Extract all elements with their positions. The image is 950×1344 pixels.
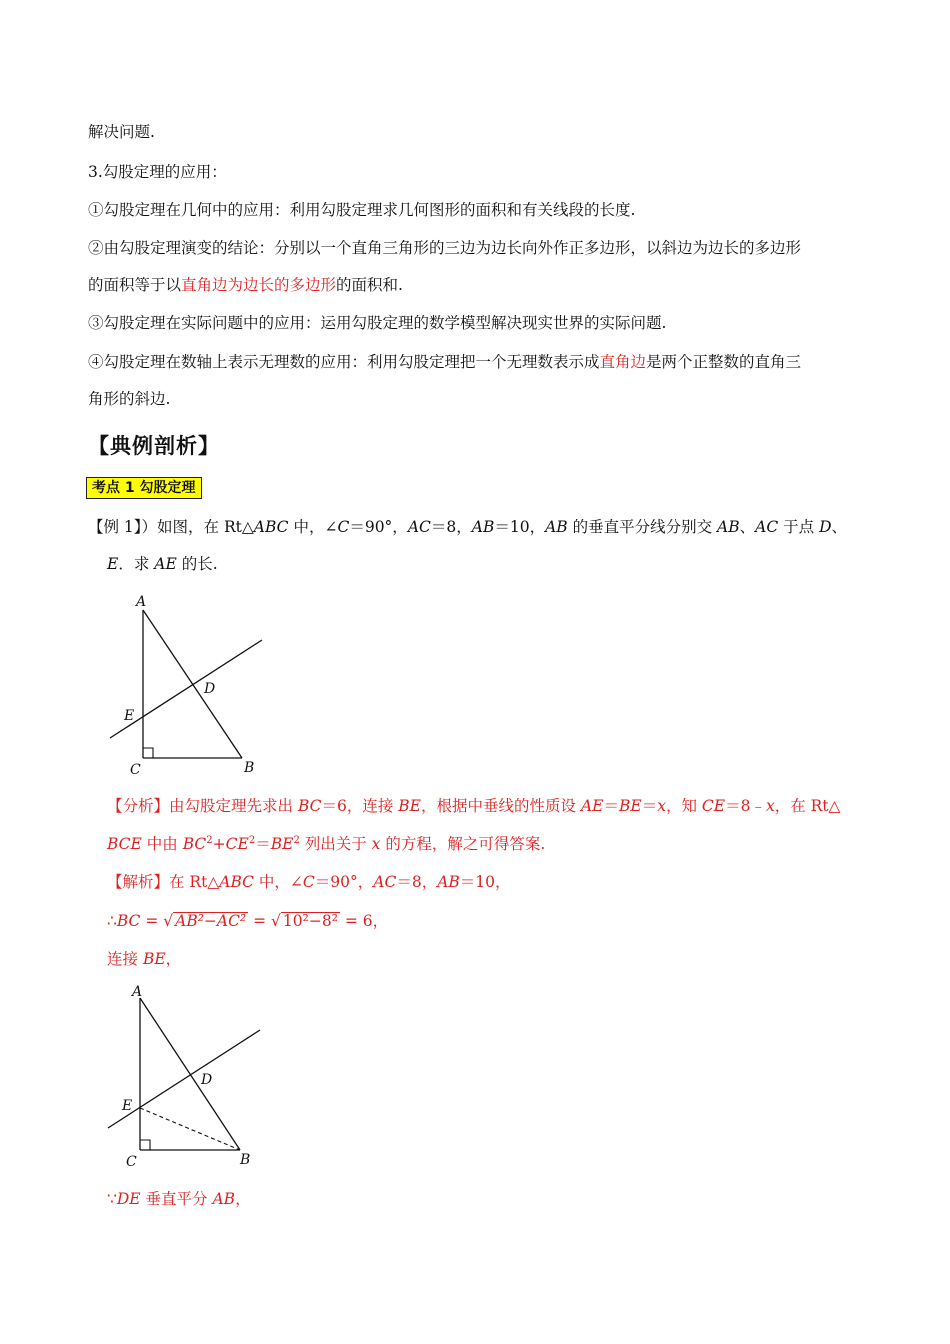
text-line: ②由勾股定理演变的结论：分别以一个直角三角形的三边为边长向外作正多边形，以斜边为边长的多边形: [88, 239, 802, 257]
solution-line: 【解析】在 Rt△ABC 中，∠C＝90°，AC＝8，AB＝10，: [107, 873, 511, 891]
example-line: E．求 AE 的长.: [107, 555, 218, 573]
text-line: ①勾股定理在几何中的应用：利用勾股定理求几何图形的面积和有关线段的长度.: [88, 201, 636, 219]
point-label-d: D: [201, 1072, 213, 1088]
section-heading: 【典例剖析】: [88, 434, 220, 458]
vertex-label-a: A: [132, 984, 143, 1000]
triangle-figure-1: [100, 590, 280, 780]
text-line: ③勾股定理在实际问题中的应用：运用勾股定理的数学模型解决现实世界的实际问题.: [88, 314, 667, 332]
vertex-label-b: B: [240, 1152, 251, 1168]
point-label-e: E: [122, 1098, 133, 1114]
text-span: 的面积等于以: [88, 276, 182, 294]
vertex-label-b: B: [244, 760, 255, 776]
triangle-figure-2: [100, 980, 280, 1170]
text-line: 3.勾股定理的应用：: [88, 163, 227, 181]
text-span: 的面积和.: [336, 276, 403, 294]
example-line: 【例 1】）如图，在 Rt△ABC 中，∠C＝90°，AC＝8，AB＝10，AB 的垂直平分线分别交 AB、AC 于点 D、: [88, 518, 848, 536]
text-line: [88, 352, 801, 372]
text-line: [88, 275, 403, 295]
vertex-label-c: C: [126, 1154, 137, 1170]
point-label-e: E: [124, 708, 135, 724]
vertex-label-c: C: [130, 762, 141, 778]
vertex-label-a: A: [136, 594, 147, 610]
text-line: 角形的斜边.: [88, 390, 171, 408]
text-line: 解决问题.: [88, 123, 155, 141]
text-span: ④勾股定理在数轴上表示无理数的应用：利用勾股定理把一个无理数表示成: [88, 353, 600, 371]
text-span: 是两个正整数的直角三: [646, 353, 802, 371]
solution-line: ∵DE 垂直平分 AB，: [107, 1190, 251, 1208]
highlight-text: 直角边为边长的多边形: [181, 276, 337, 294]
point-label-d: D: [204, 681, 216, 697]
highlight-text: 直角边: [599, 353, 647, 371]
analysis-line: 【分析】由勾股定理先求出 BC＝6，连接 BE，根据中垂线的性质设 AE＝BE＝x，知 CE＝8﹣x，在 Rt△: [107, 797, 841, 815]
solution-formula: ∴BC = √ AB²−AC² = √ 10²−8² = 6，: [107, 912, 389, 930]
solution-line: 连接 BE，: [107, 950, 182, 968]
topic-tag: 考点 1 勾股定理: [86, 477, 202, 499]
analysis-line: BCE 中由 $BC^2+CE^2=BE^2$ 列出关于 x 的方程，解之可得答案.: [107, 834, 546, 853]
